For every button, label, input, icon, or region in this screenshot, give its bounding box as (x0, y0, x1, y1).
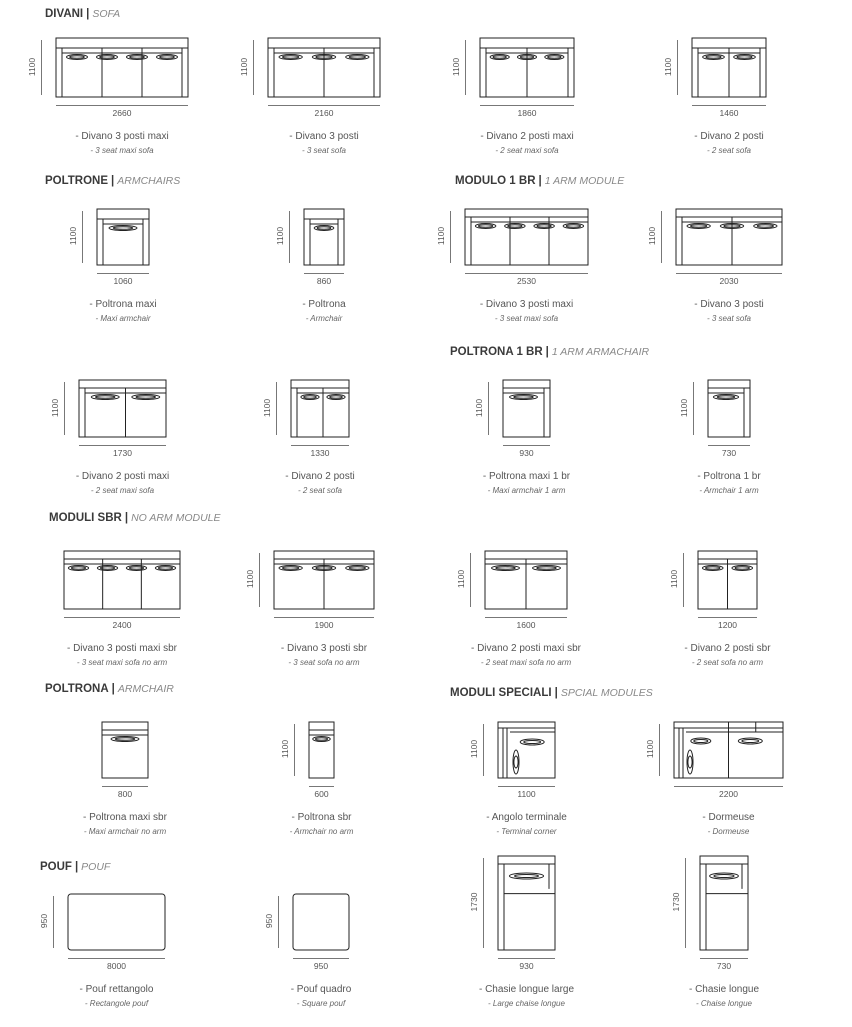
width-dimension-line (268, 105, 380, 106)
section-heading (45, 175, 180, 187)
product-name-en: - Maxi armchair (95, 314, 151, 323)
width-dimension-line (304, 273, 344, 274)
product-name-en: - 3 seat maxi sofa (90, 146, 154, 155)
height-dimension-line (659, 724, 660, 776)
width-label: 2530 (517, 276, 536, 286)
height-dimension-line (53, 896, 54, 948)
product-drawing (707, 379, 751, 438)
height-dimension-line (259, 553, 260, 607)
width-dimension-line (102, 786, 148, 787)
product-name: - Pouf rettangolo (79, 984, 154, 995)
height-dimension-line (465, 40, 466, 95)
section-heading (455, 175, 624, 187)
height-dimension-line (41, 40, 42, 95)
width-label: 1200 (718, 620, 737, 630)
height-label: 1100 (27, 57, 37, 76)
product-drawing (479, 37, 575, 98)
product-name: - Divano 2 posti (285, 471, 355, 482)
separator: | (545, 346, 549, 358)
product-name: - Dormeuse (702, 812, 755, 823)
product-name-en: - 3 seat maxi sofa (494, 314, 559, 323)
width-label: 1600 (516, 620, 536, 630)
product-drawing (691, 37, 767, 98)
product-name-en: - Dormeuse (707, 827, 750, 836)
height-dimension-line (450, 211, 451, 263)
width-dimension-line (56, 105, 188, 106)
height-label: 1100 (275, 226, 285, 246)
product-name: - Divano 2 posti maxi (75, 471, 170, 482)
product-name-en: - 2 seat sofa (297, 486, 343, 495)
width-dimension-line (465, 273, 588, 274)
width-label: 8000 (107, 961, 126, 971)
product-name-en: - Maxi armchair 1 arm (487, 486, 566, 495)
width-label: 2400 (112, 620, 132, 630)
width-label: 930 (519, 448, 534, 458)
product-name-en: - Armchair (305, 314, 343, 323)
product-name-en: - 3 seat sofa (706, 314, 752, 323)
section-title: POLTRONA 1 BR (450, 346, 543, 358)
product-name-en: - 2 seat sofa (706, 146, 752, 155)
product-name-en: - Rectangole pouf (84, 999, 149, 1008)
width-dimension-line (64, 617, 180, 618)
product-drawing (67, 893, 166, 951)
width-label: 2160 (314, 108, 334, 118)
separator: | (111, 175, 115, 187)
height-label: 1100 (647, 226, 657, 246)
height-label: 1100 (663, 57, 673, 76)
product-drawing (675, 208, 783, 266)
width-label: 1100 (517, 789, 536, 799)
product-name-en: - Square pouf (296, 999, 346, 1008)
section-heading (450, 346, 649, 358)
section-title: MODULI SPECIALI (450, 687, 552, 699)
product-drawing (273, 550, 375, 610)
height-label: 1100 (474, 398, 484, 417)
product-name-en: - 3 seat sofa no arm (288, 658, 360, 667)
height-dimension-line (483, 724, 484, 776)
width-dimension-line (79, 445, 166, 446)
product-name: - Chasie longue large (478, 984, 575, 995)
product-drawing (303, 208, 345, 266)
product-name: - Divano 3 posti maxi sbr (66, 643, 178, 654)
section-title: POLTRONE (45, 175, 109, 187)
width-label: 1460 (719, 108, 739, 118)
product-name-en: - Armchair no arm (289, 827, 354, 836)
height-dimension-line (685, 858, 686, 948)
product-name-en: - Armchair 1 arm (699, 486, 759, 495)
height-label: 1100 (645, 739, 655, 759)
product-drawing (308, 721, 335, 779)
section-title: MODULI SBR (49, 512, 122, 524)
product-name: - Poltrona (302, 299, 346, 310)
section-heading (40, 861, 110, 873)
section-subtitle: ARMCHAIRS (117, 175, 181, 187)
product-drawing (63, 550, 181, 610)
product-drawing (96, 208, 150, 266)
width-label: 2660 (112, 108, 132, 118)
width-label: 2200 (719, 789, 738, 799)
height-dimension-line (278, 896, 279, 948)
product-drawing (267, 37, 381, 98)
height-dimension-line (693, 382, 694, 435)
product-name: - Pouf quadro (290, 984, 352, 995)
width-dimension-line (293, 958, 349, 959)
height-label: 1730 (671, 892, 681, 912)
product-drawing (699, 855, 749, 951)
width-label: 950 (313, 961, 329, 971)
product-name: - Divano 2 posti (694, 131, 764, 142)
height-label: 1100 (679, 398, 689, 417)
product-drawing (290, 379, 350, 438)
height-dimension-line (289, 211, 290, 263)
height-label: 1100 (456, 569, 466, 589)
product-name: - Divano 3 posti (289, 131, 359, 142)
height-label: 950 (264, 913, 274, 929)
section-subtitle: 1 ARM MODULE (544, 175, 625, 187)
product-name: - Divano 2 posti sbr (684, 643, 771, 654)
width-label: 730 (721, 448, 737, 458)
width-dimension-line (708, 445, 750, 446)
height-dimension-line (253, 40, 254, 95)
product-drawing (502, 379, 551, 438)
product-drawing (464, 208, 589, 266)
product-name: - Angolo terminale (486, 812, 567, 823)
separator: | (538, 175, 542, 187)
width-label: 1330 (310, 448, 330, 458)
width-dimension-line (97, 273, 149, 274)
section-title: POLTRONA (45, 683, 109, 695)
product-name: - Poltrona maxi sbr (83, 812, 167, 823)
width-dimension-line (309, 786, 334, 787)
height-label: 1100 (50, 398, 60, 417)
width-dimension-line (503, 445, 550, 446)
width-dimension-line (485, 617, 567, 618)
height-label: 1100 (469, 739, 479, 759)
product-name: - Poltrona sbr (291, 812, 352, 823)
width-label: 1060 (113, 276, 133, 286)
product-drawing (484, 550, 568, 610)
product-name-en: - Large chaise longue (488, 999, 565, 1008)
height-dimension-line (488, 382, 489, 435)
width-label: 800 (117, 789, 133, 799)
product-drawing (673, 721, 784, 779)
height-dimension-line (82, 211, 83, 263)
width-dimension-line (674, 786, 783, 787)
height-dimension-line (483, 858, 484, 948)
product-drawing (101, 721, 149, 779)
product-drawing (292, 893, 350, 951)
separator: | (111, 683, 115, 695)
width-dimension-line (274, 617, 374, 618)
width-dimension-line (498, 786, 555, 787)
section-title: DIVANI (45, 8, 84, 20)
section-heading (49, 512, 221, 524)
product-drawing (697, 550, 758, 610)
section-subtitle: ARMCHAIR (117, 683, 174, 695)
product-drawing (497, 855, 556, 951)
product-name-en: - 3 seat maxi sofa no arm (76, 658, 168, 667)
product-name: - Divano 3 posti maxi (479, 299, 574, 310)
product-name-en: - Terminal corner (496, 827, 557, 836)
product-name: - Poltrona 1 br (697, 471, 761, 482)
height-label: 1100 (262, 398, 272, 417)
width-label: 1900 (314, 620, 334, 630)
section-subtitle: SPCIAL MODULES (560, 687, 653, 699)
product-name: - Divano 3 posti (694, 299, 764, 310)
product-name-en: - 3 seat sofa (301, 146, 347, 155)
width-dimension-line (291, 445, 349, 446)
height-label: 1100 (68, 226, 78, 246)
separator: | (554, 687, 558, 699)
product-name: - Divano 3 posti maxi (75, 131, 169, 142)
section-subtitle: NO ARM MODULE (131, 512, 221, 524)
product-name-en: - 2 seat maxi sofa (495, 146, 559, 155)
width-label: 730 (716, 961, 732, 971)
height-label: 1100 (669, 569, 679, 589)
product-drawing (497, 721, 556, 779)
product-name: - Chasie longue (688, 984, 760, 995)
separator: | (86, 8, 90, 20)
product-name: - Divano 2 posti maxi sbr (470, 643, 582, 654)
product-name-en: - 2 seat maxi sofa (90, 486, 155, 495)
height-label: 1100 (451, 57, 461, 76)
product-name-en: - 2 seat sofa no arm (691, 658, 764, 667)
height-label: 1100 (280, 739, 290, 759)
height-label: 1730 (469, 892, 479, 912)
section-heading (450, 687, 653, 699)
width-dimension-line (68, 958, 165, 959)
product-name: - Poltrona maxi (89, 299, 157, 310)
width-dimension-line (692, 105, 766, 106)
separator: | (74, 861, 79, 873)
width-label: 860 (316, 276, 332, 286)
section-title: MODULO 1 BR (455, 175, 536, 187)
width-dimension-line (498, 958, 555, 959)
section-heading (45, 683, 174, 695)
section-subtitle: SOFA (92, 8, 121, 20)
width-label: 1860 (517, 108, 537, 118)
product-name: - Divano 2 posti maxi (480, 131, 574, 142)
product-drawing (78, 379, 167, 438)
product-name: - Divano 3 posti sbr (280, 643, 368, 654)
section-subtitle: POUF (81, 861, 111, 873)
width-dimension-line (480, 105, 574, 106)
height-label: 1100 (245, 569, 255, 589)
height-dimension-line (677, 40, 678, 95)
section-title: POUF (40, 861, 72, 873)
height-dimension-line (64, 382, 65, 435)
section-heading (45, 8, 120, 20)
width-label: 600 (314, 789, 329, 799)
width-dimension-line (698, 617, 757, 618)
width-label: 2030 (719, 276, 739, 286)
product-name-en: - 2 seat maxi sofa no arm (480, 658, 572, 667)
width-dimension-line (676, 273, 782, 274)
width-label: 930 (519, 961, 534, 971)
product-name: - Poltrona maxi 1 br (482, 471, 571, 482)
height-dimension-line (470, 553, 471, 607)
product-drawing (55, 37, 189, 98)
height-dimension-line (276, 382, 277, 435)
width-dimension-line (700, 958, 748, 959)
product-name-en: - Maxi armchair no arm (83, 827, 167, 836)
height-dimension-line (661, 211, 662, 263)
height-dimension-line (683, 553, 684, 607)
width-label: 1730 (113, 448, 132, 458)
height-label: 1100 (239, 57, 249, 76)
separator: | (124, 512, 129, 524)
section-subtitle: 1 ARM ARMACHAIR (551, 346, 650, 358)
height-dimension-line (294, 724, 295, 776)
height-label: 950 (39, 913, 49, 929)
height-label: 1100 (436, 226, 446, 246)
product-name-en: - Chaise longue (695, 999, 753, 1008)
